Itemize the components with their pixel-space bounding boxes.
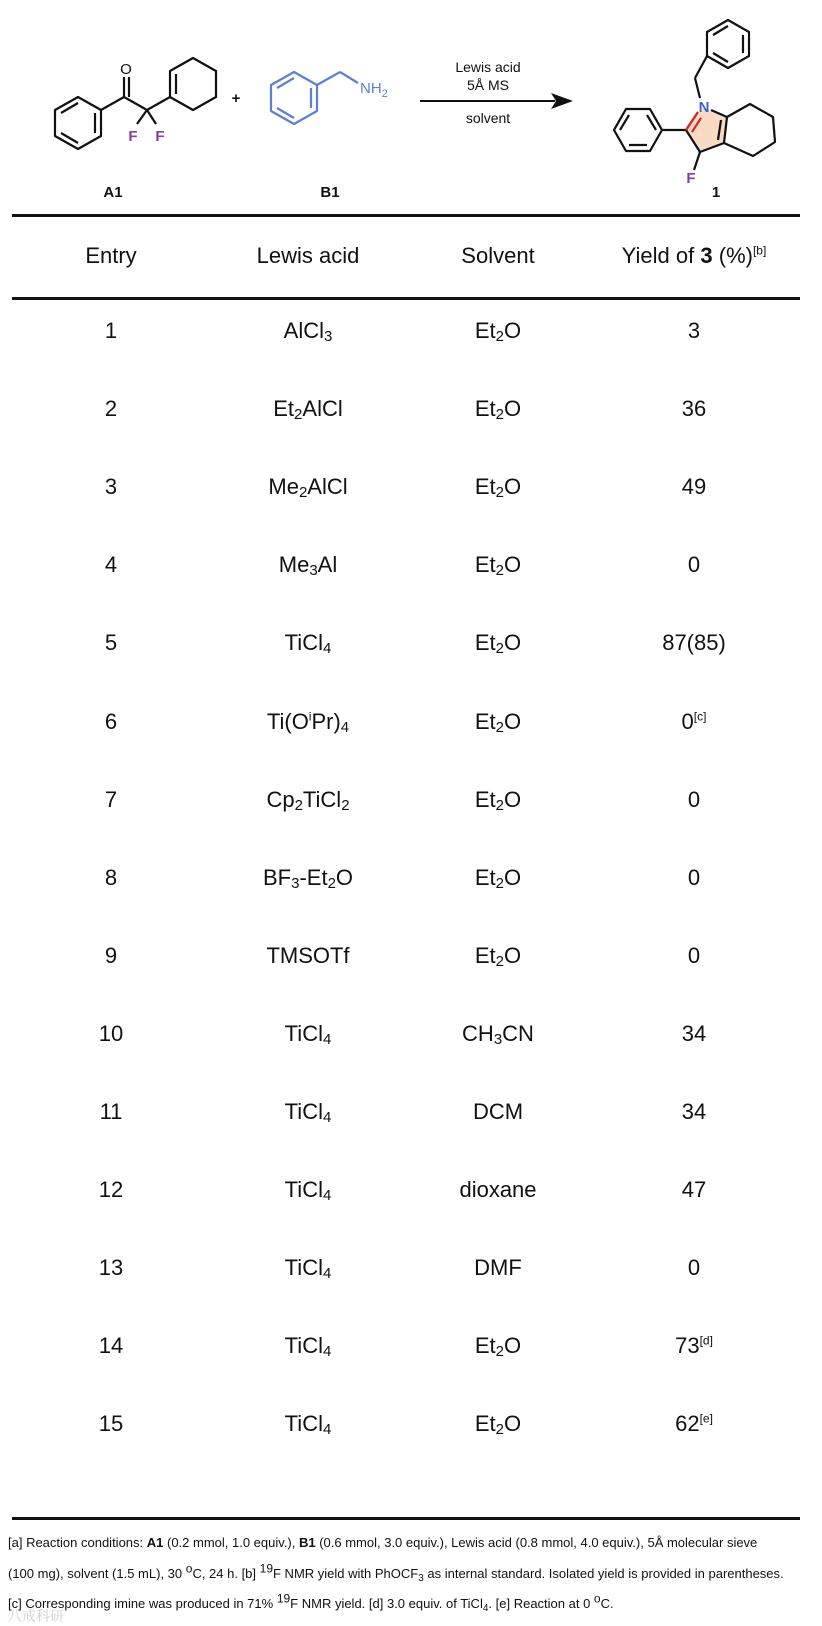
cell-yield: 0 — [687, 865, 701, 890]
cell-solvent: $Et_2O$ — [474, 943, 522, 970]
condition-solvent: solvent — [465, 110, 511, 126]
header-entry: Entry — [85, 243, 137, 268]
reaction-scheme — [0, 0, 822, 210]
cell-lewis-acid: TiCl$_4$ — [284, 1411, 332, 1438]
table-row — [0, 943, 822, 983]
header-lewis-acid: Lewis acid — [256, 243, 360, 268]
cell-solvent: $Et_2O$ — [474, 318, 522, 345]
cell-entry: 11 — [99, 1099, 123, 1124]
cell-yield: 34 — [681, 1021, 707, 1046]
cell-solvent: DMF — [474, 1255, 522, 1280]
table-row — [0, 1099, 822, 1139]
table-row — [0, 787, 822, 827]
cell-lewis-acid: $Me_3Al$ — [278, 552, 338, 579]
cell-solvent: DCM — [472, 1099, 524, 1124]
cell-lewis-acid: TiCl$_4$ — [284, 1099, 332, 1126]
cell-solvent: $Et_2O$ — [474, 396, 522, 423]
plus-sign: + — [231, 90, 241, 107]
table-row — [0, 318, 822, 358]
cell-yield: 47 — [681, 1177, 707, 1202]
cell-lewis-acid: $BF_3-Et_2O$ — [262, 865, 354, 892]
table-row — [0, 396, 822, 436]
label-product: 1 — [711, 184, 721, 201]
cell-yield: 34 — [681, 1099, 707, 1124]
cell-yield: 36 — [681, 396, 707, 421]
table-header-row — [0, 243, 822, 283]
condition-lewis-acid: Lewis acid — [455, 59, 521, 75]
footnote-line-3: [c] Corresponding imine was produced in 71% $^{19}$F NMR yield. [d] 3.0 equiv. of TiCl$_4$. [e] Reaction at 0 $^o$C. — [8, 1591, 614, 1614]
a1-fluorine-right: F — [155, 128, 165, 145]
cell-yield: 49 — [681, 474, 707, 499]
a1-fluorine-left: F — [128, 128, 138, 145]
cell-solvent: $CH_3CN$ — [462, 1021, 534, 1048]
cell-lewis-acid: TiCl$_4$ — [284, 1021, 332, 1048]
table-top-rule — [12, 214, 800, 217]
cell-lewis-acid: $Cp_2TiCl_2$ — [266, 787, 350, 814]
cell-solvent: dioxane — [459, 1177, 537, 1202]
product-nitrogen: N — [698, 99, 710, 116]
footnote-line-2: (100 mg), solvent (1.5 mL), 30 $^o$C, 24 h. [b] $^{19}$F NMR yield with PhOCF$_3$ as internal standard. Isolated yield is provided in parentheses. — [8, 1561, 784, 1584]
cell-entry: 8 — [104, 865, 118, 890]
watermark: 八戒科研 — [8, 1608, 64, 1624]
table-row — [0, 1255, 822, 1295]
cell-solvent: $Et_2O$ — [474, 709, 522, 736]
cell-lewis-acid: AlCl$_3$ — [283, 318, 333, 345]
cell-lewis-acid: $Ti(O^iPr)_4$ — [266, 709, 350, 736]
cell-lewis-acid: TMSOTf — [266, 943, 350, 968]
cell-solvent: $Et_2O$ — [474, 787, 522, 814]
table-row — [0, 630, 822, 670]
cell-solvent: $Et_2O$ — [474, 865, 522, 892]
a1-oxygen: O — [120, 61, 132, 78]
table-bottom-rule — [12, 1517, 800, 1520]
cell-solvent: $Et_2O$ — [474, 552, 522, 579]
cell-entry: 5 — [104, 630, 118, 655]
cell-entry: 1 — [104, 318, 118, 343]
cell-solvent: $Et_2O$ — [474, 630, 522, 657]
table-row — [0, 1333, 822, 1373]
cell-yield: 73[d] — [675, 1333, 713, 1358]
cell-yield: 0 — [687, 552, 701, 577]
cell-lewis-acid: $Me_2AlCl$ — [268, 474, 348, 501]
cell-yield: 0 — [687, 1255, 701, 1280]
header-solvent: Solvent — [461, 243, 535, 268]
table-row — [0, 552, 822, 592]
cell-yield: 0[c] — [681, 709, 707, 734]
table-row — [0, 1177, 822, 1217]
cell-entry: 15 — [98, 1411, 124, 1436]
cell-solvent: $Et_2O$ — [474, 474, 522, 501]
table-row — [0, 474, 822, 514]
cell-lewis-acid: TiCl$_4$ — [284, 1177, 332, 1204]
label-a1: A1 — [103, 184, 123, 201]
cell-entry: 6 — [104, 709, 118, 734]
cell-entry: 2 — [104, 396, 118, 421]
cell-solvent: $Et_2O$ — [474, 1333, 522, 1360]
header-yield: Yield of 3 (%)[b] — [621, 243, 767, 268]
cell-yield: 62[e] — [675, 1411, 713, 1436]
table-header-rule — [12, 297, 800, 300]
table-row — [0, 865, 822, 905]
b1-amine-group: $NH_2$ — [360, 80, 388, 100]
cell-lewis-acid: TiCl$_4$ — [284, 1333, 332, 1360]
cell-yield: 87(85) — [662, 630, 726, 655]
footnote-line-1: [a] Reaction conditions: A1 (0.2 mmol, 1.0 equiv.), B1 (0.6 mmol, 3.0 equiv.), Lewis acid (0.8 mmol, 4.0 equiv.), 5Å molecular sieve — [8, 1535, 758, 1550]
cell-entry: 14 — [98, 1333, 124, 1358]
cell-yield: 0 — [687, 943, 701, 968]
cell-entry: 12 — [98, 1177, 124, 1202]
table-row — [0, 1411, 822, 1451]
label-b1: B1 — [320, 184, 340, 201]
condition-molecular-sieve: 5Å MS — [466, 77, 510, 93]
cell-lewis-acid: $Et_2AlCl$ — [273, 396, 343, 423]
cell-entry: 10 — [98, 1021, 124, 1046]
cell-entry: 3 — [104, 474, 118, 499]
cell-entry: 13 — [98, 1255, 124, 1280]
cell-entry: 4 — [104, 552, 118, 577]
cell-lewis-acid: TiCl$_4$ — [284, 630, 332, 657]
cell-entry: 7 — [104, 787, 118, 812]
cell-solvent: $Et_2O$ — [474, 1411, 522, 1438]
table-row — [0, 709, 822, 749]
product-fluorine: F — [686, 170, 696, 187]
cell-yield: 0 — [687, 787, 701, 812]
cell-yield: 3 — [687, 318, 701, 343]
cell-entry: 9 — [104, 943, 118, 968]
table-row — [0, 1021, 822, 1061]
cell-lewis-acid: TiCl$_4$ — [284, 1255, 332, 1282]
